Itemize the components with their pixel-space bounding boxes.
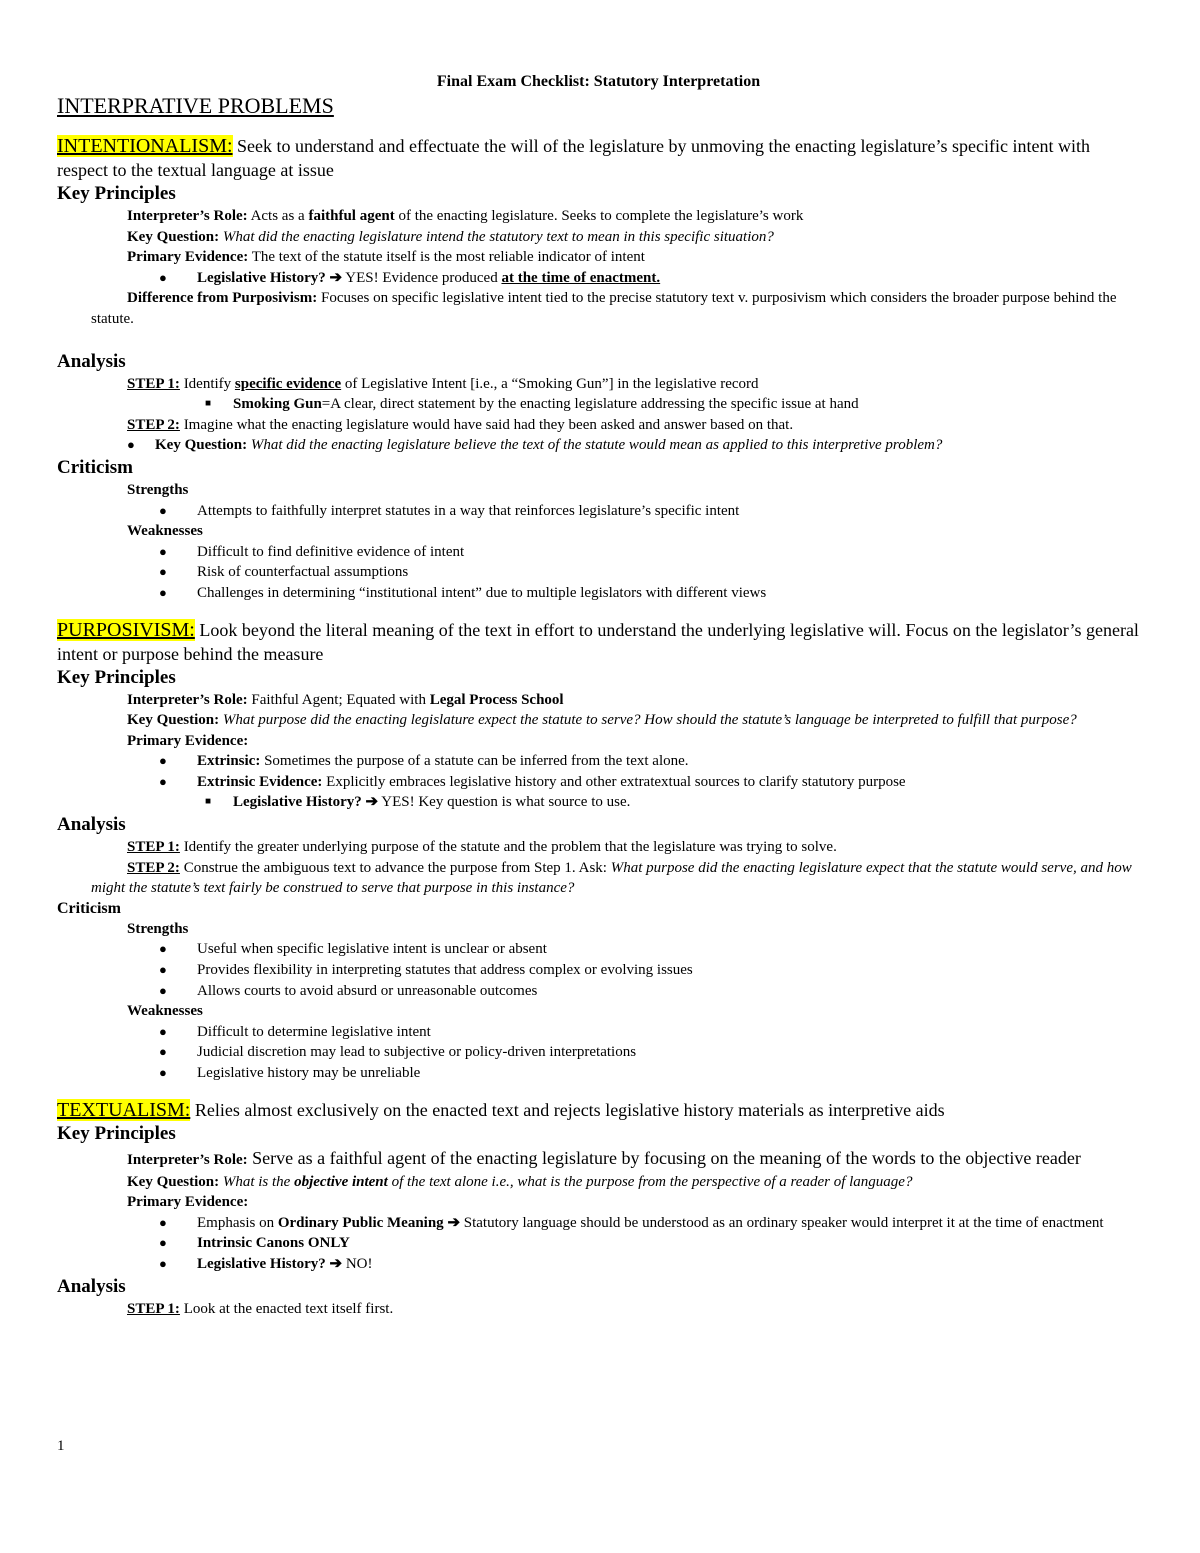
- interpreter-role: Interpreter’s Role: Faithful Agent; Equated with Legal Process School: [127, 691, 564, 708]
- bullet-icon: ●: [159, 1044, 167, 1060]
- step-2: STEP 2: Construe the ambiguous text to advance the purpose from Step 1. Ask: What purpose did the enacting legislature expect that the statute would serve, and how might the statute’s text fairly be construed to serve that purpose in this instance?: [91, 859, 1132, 897]
- bullet-icon: ●: [159, 502, 167, 518]
- square-bullet-icon: ■: [205, 796, 212, 808]
- criticism-heading: Criticism: [57, 456, 133, 478]
- interpreter-role: Interpreter’s Role: Serve as a faithful agent of the enacting legislature by focusing on the meaning of the words to the objective reader: [127, 1147, 1081, 1168]
- primary-evidence: Primary Evidence:: [127, 732, 249, 749]
- strengths-heading: Strengths: [127, 920, 189, 937]
- list-item: ● Legislative history may be unreliable: [127, 1063, 1140, 1084]
- bullet-icon: ●: [159, 753, 167, 769]
- bullet-icon: ●: [159, 941, 167, 957]
- difference-note: Difference from Purposivism: Focuses on specific legislative intent tied to the precise statutory text v. purposivism which considers the broader purpose behind the statute.: [91, 290, 1117, 327]
- key-principles-heading: Key Principles: [57, 1122, 176, 1144]
- intentionalism-definition: INTENTIONALISM: Seek to understand and effectuate the will of the legislature by unmoving the enacting legislature’s specific intent with respect to the textual language at issue: [57, 135, 1090, 180]
- bullet-icon: ●: [159, 543, 167, 559]
- key-question: Key Question: What is the objective intent of the text alone i.e., what is the purpose from the perspective of a reader of language?: [127, 1173, 913, 1190]
- step-1: STEP 1: Identify specific evidence of Legislative Intent [i.e., a “Smoking Gun”] in the legislative record: [127, 375, 759, 392]
- list-item: ● Provides flexibility in interpreting statutes that address complex or evolving issues: [127, 960, 1140, 981]
- textualism-section: [57, 1098, 1140, 1320]
- list-item: ● Difficult to find definitive evidence of intent: [127, 542, 1140, 563]
- purposivism-title: PURPOSIVISM:: [57, 618, 195, 641]
- bullet-icon: ●: [159, 982, 167, 998]
- step-1: STEP 1: Identify the greater underlying purpose of the statute and the problem that the legislature was trying to solve.: [127, 839, 837, 856]
- primary-evidence: Primary Evidence:: [127, 1194, 249, 1211]
- section-heading: INTERPRATIVE PROBLEMS: [57, 93, 334, 118]
- bullet-icon: ●: [159, 773, 167, 789]
- document-body: [57, 72, 1140, 1319]
- step-1: STEP 1: Look at the enacted text itself first.: [127, 1300, 394, 1317]
- list-item: ● Judicial discretion may lead to subjective or policy-driven interpretations: [127, 1042, 1140, 1063]
- analysis-heading: Analysis: [57, 814, 126, 836]
- bullet-icon: ●: [159, 584, 167, 600]
- bullet-icon: ●: [159, 269, 167, 285]
- list-item: ● Extrinsic Evidence: Explicitly embraces legislative history and other extratextual sources to clarify statutory purpose: [127, 772, 1140, 793]
- intentionalism-section: [57, 134, 1140, 604]
- criticism-heading: Criticism: [57, 899, 121, 917]
- bullet-icon: ●: [159, 1255, 167, 1271]
- weaknesses-heading: Weaknesses: [127, 1003, 203, 1020]
- list-item: ● Risk of counterfactual assumptions: [127, 562, 1140, 583]
- list-item: ■ Smoking Gun=A clear, direct statement by the enacting legislature addressing the specific issue at hand: [163, 394, 1140, 415]
- document-title: Final Exam Checklist: Statutory Interpretation: [436, 73, 761, 90]
- step-2: STEP 2: Imagine what the enacting legislature would have said had they been asked and answer based on that.: [127, 416, 794, 433]
- bullet-icon: ●: [159, 1214, 167, 1230]
- list-item: ● Challenges in determining “institutional intent” due to multiple legislators with different views: [127, 583, 1140, 604]
- arrow-icon: ➔: [365, 794, 379, 811]
- textualism-title: TEXTUALISM:: [57, 1098, 191, 1121]
- analysis-heading: Analysis: [57, 1275, 126, 1297]
- square-bullet-icon: ■: [205, 398, 212, 410]
- page-number: 1: [57, 1438, 65, 1454]
- arrow-icon: ➔: [447, 1214, 461, 1231]
- arrow-icon: ➔: [329, 1255, 343, 1272]
- list-item: ● Legislative History? ➔ NO!: [127, 1254, 1140, 1275]
- list-item: ● Emphasis on Ordinary Public Meaning ➔ Statutory language should be understood as an ordinary speaker would interpret it at the time of enactment: [127, 1213, 1140, 1234]
- bullet-icon: ●: [159, 1023, 167, 1039]
- purposivism-definition: PURPOSIVISM: Look beyond the literal meaning of the text in effort to understand the underlying legislative will. Focus on the legislator’s general intent or purpose behind the measure: [57, 618, 1139, 664]
- key-question: Key Question: What purpose did the enacting legislature expect the statute to serve? How should the statute’s language be interpreted to fulfill that purpose?: [127, 712, 1077, 729]
- list-item: ● Attempts to faithfully interpret statutes in a way that reinforces legislature’s specific intent: [127, 501, 1140, 522]
- interpreter-role: Interpreter’s Role: Acts as a faithful agent of the enacting legislature. Seeks to complete the legislature’s work: [127, 208, 804, 224]
- bullet-icon: ●: [159, 1235, 167, 1251]
- list-item: ■ Legislative History? ➔ YES! Key question is what source to use.: [163, 792, 1140, 813]
- arrow-icon: ➔: [329, 269, 343, 286]
- bullet-icon: ●: [159, 1065, 167, 1080]
- intentionalism-title: INTENTIONALISM:: [57, 135, 233, 157]
- list-item: ● Allows courts to avoid absurd or unreasonable outcomes: [127, 981, 1140, 1002]
- key-principles-heading: Key Principles: [57, 183, 176, 204]
- bullet-icon: ●: [159, 564, 167, 580]
- analysis-heading: Analysis: [57, 350, 126, 372]
- strengths-heading: Strengths: [127, 481, 189, 498]
- key-question: Key Question: What did the enacting legislature intend the statutory text to mean in this specific situation?: [127, 228, 774, 245]
- list-item: ● Key Question: What did the enacting legislature believe the text of the statute would mean as applied to this interpretive problem?: [127, 435, 1140, 456]
- key-principles-heading: Key Principles: [57, 666, 176, 688]
- list-item: ● Intrinsic Canons ONLY: [127, 1233, 1140, 1254]
- primary-evidence: Primary Evidence: The text of the statute itself is the most reliable indicator of intent: [127, 249, 645, 266]
- purposivism-section: [57, 618, 1140, 1084]
- list-item: ● Useful when specific legislative intent is unclear or absent: [127, 939, 1140, 960]
- weaknesses-heading: Weaknesses: [127, 523, 203, 540]
- list-item: ● Extrinsic: Sometimes the purpose of a statute can be inferred from the text alone.: [127, 751, 1140, 772]
- bullet-icon: ●: [159, 962, 167, 978]
- list-item: ● Legislative History? ➔ YES! Evidence produced at the time of enactment.: [127, 268, 1140, 289]
- bullet-icon: ●: [127, 437, 135, 453]
- list-item: ● Difficult to determine legislative intent: [127, 1022, 1140, 1043]
- textualism-definition: TEXTUALISM: Relies almost exclusively on the enacted text and rejects legislative history materials as interpretive aids: [57, 1098, 945, 1121]
